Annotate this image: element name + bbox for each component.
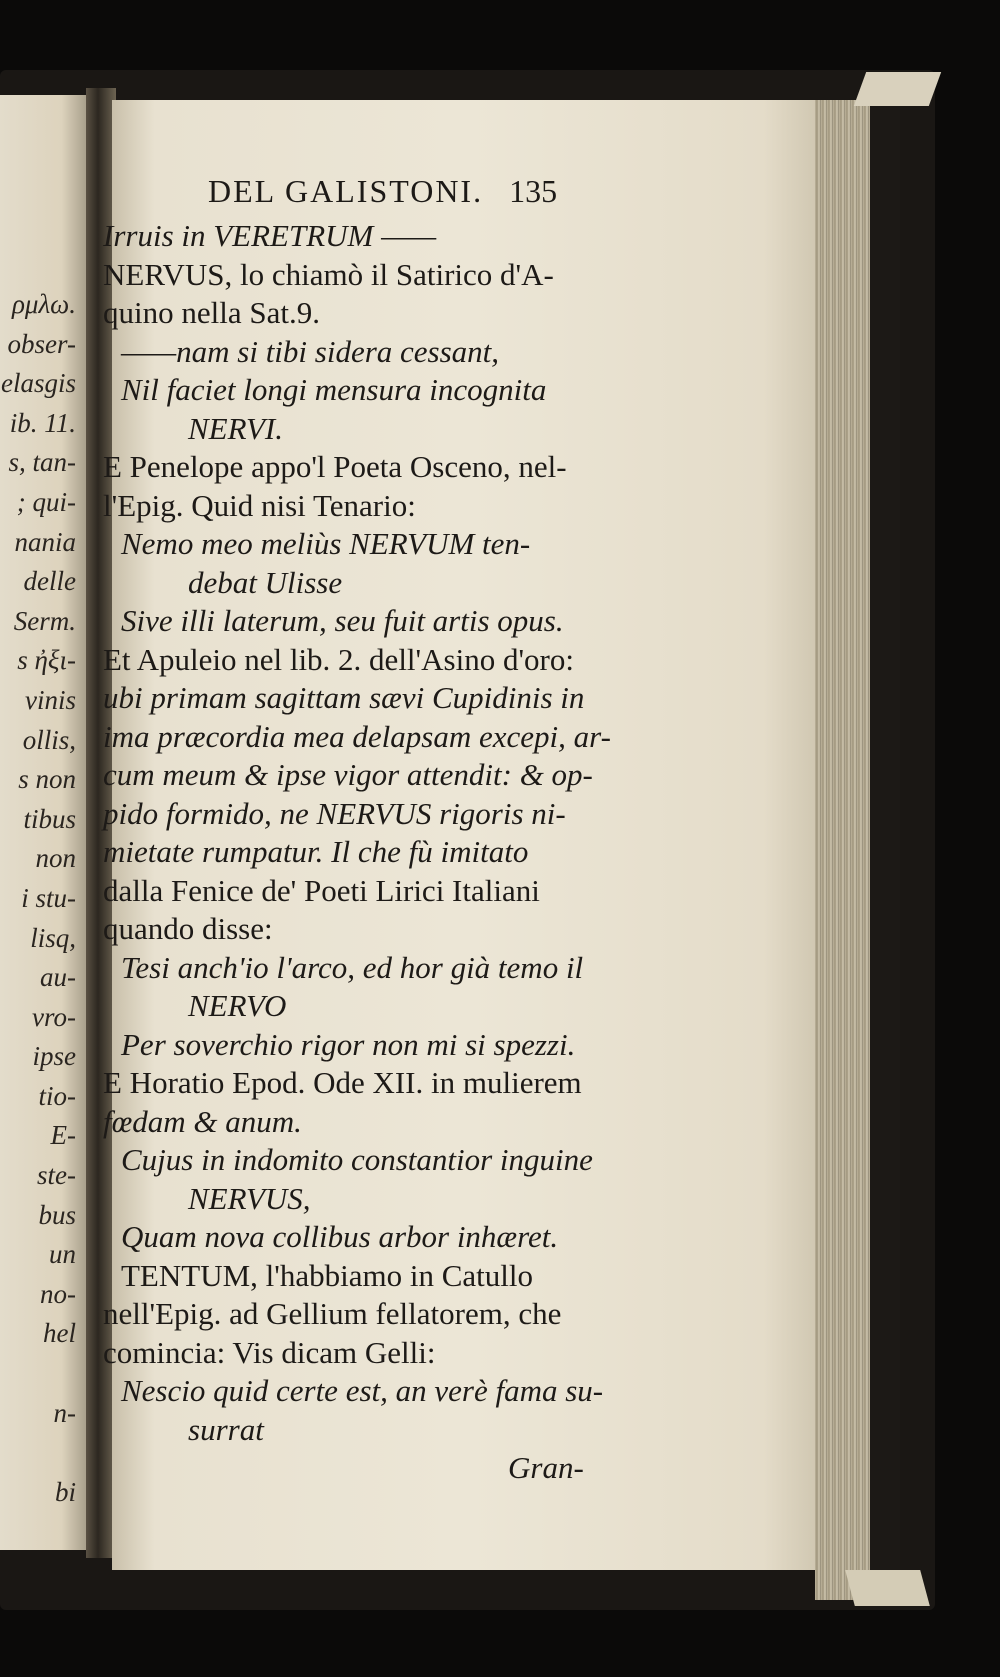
left-margin-fragment: bus <box>38 1199 76 1230</box>
text-line: E Penelope appo'l Poeta Osceno, nel- <box>103 449 567 484</box>
left-margin-fragment: hel <box>43 1318 76 1349</box>
left-margin-fragment: ipse <box>32 1041 76 1072</box>
clip-top <box>854 72 941 106</box>
left-margin-fragment: ρμλω. <box>11 289 76 319</box>
text-line: NERVUS, <box>188 1180 311 1216</box>
left-margin-fragment: vinis <box>25 684 76 715</box>
text-line: Tesi anch'io l'arco, ed hor già temo il <box>121 949 584 985</box>
text-line: l'Epig. Quid nisi Tenario: <box>103 487 416 523</box>
running-head: DEL GALISTONI. <box>208 173 484 209</box>
cover-edge <box>870 90 900 1610</box>
text-line: Nemo meo meliùs NERVUM ten- <box>121 526 531 561</box>
text-line: comincia: Vis dicam Gelli: <box>103 1334 436 1370</box>
text-line: NERVI. <box>188 410 283 446</box>
text-line: Sive illi laterum, seu fuit artis opus. <box>121 603 564 638</box>
text-line: ima præcordia mea delapsam excepi, ar- <box>103 718 611 754</box>
left-margin-fragment: tibus <box>23 803 76 834</box>
text-line: NERVO <box>188 988 287 1023</box>
text-line: quando disse: <box>103 911 273 946</box>
left-margin-fragment: tio- <box>38 1080 76 1111</box>
text-line: dalla Fenice de' Poeti Lirici Italiani <box>103 872 540 908</box>
left-margin-fragment <box>0 1433 80 1473</box>
text-line: NERVUS, lo chiamò il Satirico d'A- <box>103 256 554 292</box>
text-line: Et Apuleio nel lib. 2. dell'Asino d'oro: <box>103 641 574 677</box>
left-margin-fragment: E- <box>50 1120 76 1151</box>
text-line: nell'Epig. ad Gellium fellatorem, che <box>103 1296 562 1331</box>
text-line: quino nella Sat.9. <box>103 295 320 330</box>
left-margin-fragment <box>0 1354 80 1394</box>
clip-bottom <box>845 1570 930 1606</box>
text-line: fœdam & anum. <box>103 1103 302 1139</box>
page-number: 135 <box>509 173 558 209</box>
left-margin-fragment: au- <box>40 962 76 993</box>
left-margin-fragment: ib. 11. <box>9 407 76 438</box>
text-line: surrat <box>188 1411 264 1447</box>
left-margin-fragment: ste- <box>37 1160 76 1191</box>
text-lines <box>103 217 703 1488</box>
left-page <box>0 95 88 1550</box>
text-line: Gran- <box>508 1450 584 1485</box>
left-margin-fragment: vro- <box>32 1001 76 1032</box>
left-margin-fragment: bi <box>54 1476 76 1507</box>
text-line: debat Ulisse <box>188 564 343 600</box>
left-margin-fragment: non <box>35 843 76 874</box>
page-text <box>103 165 703 1488</box>
left-margin-fragment: delle <box>23 566 76 597</box>
left-margin-fragment: elasgis <box>0 368 76 399</box>
text-line: TENTUM, l'habbiamo in Catullo <box>121 1257 533 1293</box>
text-line: Cujus in indomito constantior inguine <box>121 1142 593 1177</box>
text-line: cum meum & ipse vigor attendit: & op- <box>103 757 593 792</box>
page-edges <box>815 100 877 1600</box>
left-margin-fragment: s, tan- <box>8 447 76 478</box>
left-margin-fragment: un <box>49 1239 76 1270</box>
text-line: Quam nova collibus arbor inhæret. <box>121 1219 559 1254</box>
text-line: ——nam si tibi sidera cessant, <box>121 333 500 369</box>
left-margin-fragment: no- <box>40 1278 76 1309</box>
left-margin-fragment: ; qui- <box>16 486 76 517</box>
text-line: pido formido, ne NERVUS rigoris ni- <box>103 795 566 831</box>
left-page-margin-text <box>0 285 80 1512</box>
left-margin-fragment: obser- <box>7 328 76 359</box>
text-line: Nil faciet longi mensura incognita <box>121 372 547 407</box>
text-line: Per soverchio rigor non mi si spezzi. <box>121 1026 576 1062</box>
left-margin-fragment: lisq, <box>30 922 76 953</box>
left-margin-fragment: Serm. <box>13 605 76 636</box>
left-margin-fragment: s non <box>18 764 76 795</box>
left-margin-fragment: nania <box>14 526 76 557</box>
left-margin-fragment: n- <box>53 1397 76 1428</box>
left-margin-fragment: s ἠξι- <box>17 645 76 676</box>
text-line: E Horatio Epod. Ode XII. in mulierem <box>103 1065 582 1100</box>
text-line: mietate rumpatur. Il che fù imitato <box>103 834 529 869</box>
text-line: Nescio quid certe est, an verè fama su- <box>121 1373 604 1408</box>
left-margin-fragment: ollis, <box>22 724 76 755</box>
text-line: Irruis in VERETRUM —— <box>103 218 437 253</box>
left-margin-fragment: i stu- <box>21 882 76 913</box>
page-header <box>103 165 703 217</box>
text-line: ubi primam sagittam sævi Cupidinis in <box>103 680 585 715</box>
